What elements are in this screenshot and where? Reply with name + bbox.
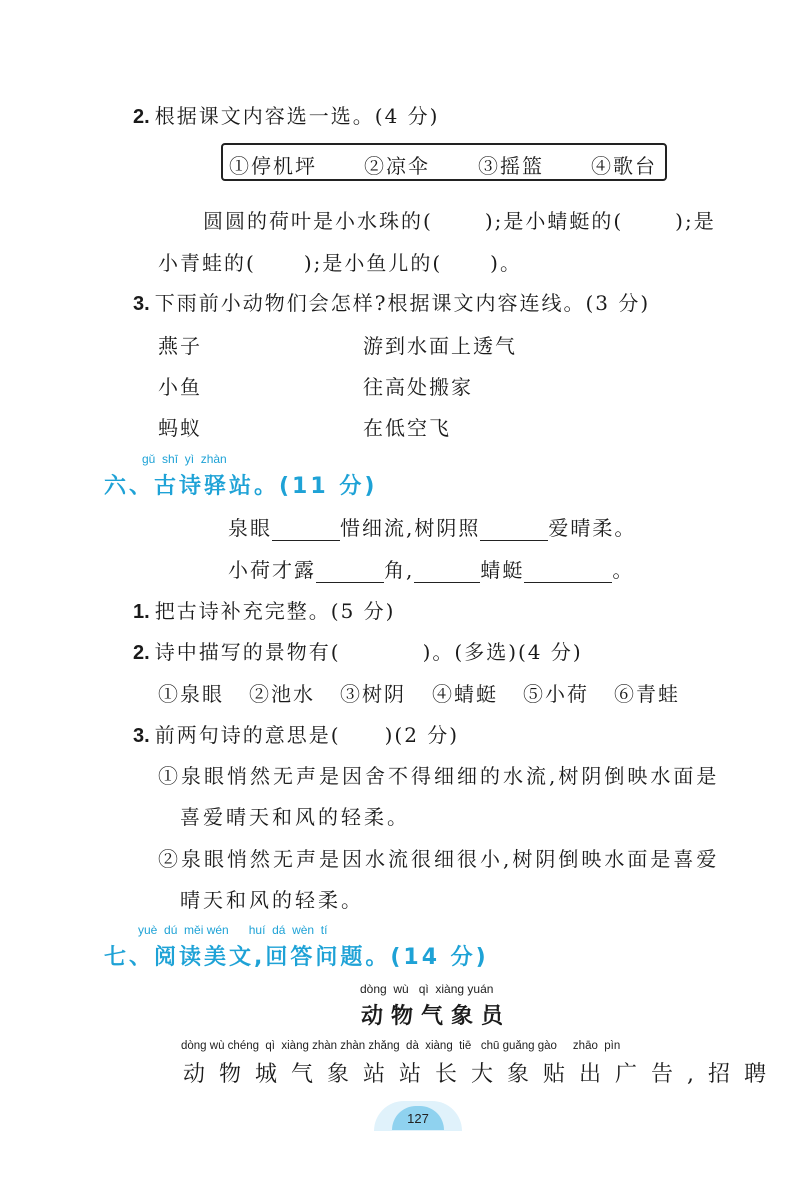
question-number: 1. [133, 601, 150, 623]
match-right-1: 游到水面上透气 [363, 334, 517, 358]
match-left-1: 燕子 [158, 334, 202, 358]
poem-text: 角, [384, 558, 415, 582]
article-title-pinyin: dòng wù qì xiàng yuán [360, 982, 494, 996]
article-line-1: 动物城气象站站长大象贴出广告,招聘 [183, 1062, 780, 1087]
poem-text: 蜻蜓 [480, 558, 525, 582]
option-3: ③摇篮 [478, 154, 544, 178]
question-number: 2. [133, 106, 150, 128]
question-number: 3. [133, 293, 150, 315]
match-right-3: 在低空飞 [363, 416, 451, 440]
s6-q3-option-2-line-1: ②泉眼悄然无声是因水流很细很小,树阴倒映水面是喜爱 [158, 847, 720, 871]
fill-text: );是 [675, 209, 716, 233]
s6-q2-option-1: ①泉眼 [158, 682, 224, 706]
poem-text: 。 [612, 558, 635, 582]
match-right-2: 往高处搬家 [363, 375, 473, 399]
section-7-title: 七、阅读美文,回答问题。(14 分) [104, 945, 489, 970]
poem-line-1 [228, 512, 636, 541]
section-7-pinyin: yuè dú měi wén huí dá wèn tí [138, 923, 328, 937]
s6-q2-option-4: ④蜻蜓 [432, 682, 498, 706]
section-6-question-3 [133, 719, 459, 748]
question-text-end: )。(多选)(4 分) [422, 640, 583, 664]
section-6-question-1 [133, 595, 395, 624]
fill-text: )。 [490, 251, 522, 275]
page-number: 127 [392, 1106, 444, 1130]
section-6-title: 六、古诗驿站。(11 分) [104, 474, 378, 499]
poem-line-2 [228, 554, 634, 583]
question-text-end: )(2 分) [384, 723, 460, 747]
s6-q3-option-1-line-1: ①泉眼悄然无声是因舍不得细细的水流,树阴倒映水面是 [158, 764, 720, 788]
article-line-1-pinyin: dòng wù chéng qì xiàng zhàn zhàn zhǎng dà xiàng tiē chū guǎng gào zhāo pìn [181, 1040, 621, 1052]
fill-line-1 [203, 205, 716, 234]
poem-text: 泉眼 [228, 516, 272, 540]
poem-text: 小荷才露 [228, 558, 316, 582]
question-text: 前两句诗的意思是( [154, 723, 341, 747]
fill-line-2 [158, 247, 522, 276]
fill-text: 圆圆的荷叶是小水珠的( [203, 209, 433, 233]
s6-q2-option-3: ③树阴 [340, 682, 406, 706]
fill-text: );是小鱼儿的( [303, 251, 443, 275]
question-number: 3. [133, 725, 150, 747]
question-text: 诗中描写的景物有( [154, 640, 341, 664]
fill-text: 小青蛙的( [158, 251, 256, 275]
question-3 [133, 287, 650, 316]
option-2: ②凉伞 [364, 154, 430, 178]
question-2 [133, 100, 439, 129]
s6-q3-option-2-line-2: 晴天和风的轻柔。 [180, 888, 364, 912]
article-title: 动物气象员 [361, 1004, 512, 1029]
question-number: 2. [133, 642, 150, 664]
s6-q2-option-2: ②池水 [249, 682, 315, 706]
s6-q3-option-1-line-2: 喜爱晴天和风的轻柔。 [180, 805, 410, 829]
poem-text: 惜细流,树阴照 [340, 516, 481, 540]
section-6-question-2 [133, 636, 583, 665]
fill-text: );是小蜻蜓的( [484, 209, 624, 233]
section-6-pinyin: gǔ shī yì zhàn [142, 452, 227, 466]
s6-q2-option-5: ⑤小荷 [523, 682, 589, 706]
match-left-2: 小鱼 [158, 375, 202, 399]
option-4: ④歌台 [591, 154, 657, 178]
question-text: 下雨前小动物们会怎样?根据课文内容连线。(3 分) [154, 291, 651, 315]
s6-q2-option-6: ⑥青蛙 [614, 682, 680, 706]
question-text: 把古诗补充完整。(5 分) [154, 599, 396, 623]
match-left-3: 蚂蚁 [158, 416, 202, 440]
option-1: ①停机坪 [229, 154, 317, 178]
poem-text: 爱晴柔。 [548, 516, 637, 540]
question-text: 根据课文内容选一选。(4 分) [154, 104, 440, 128]
